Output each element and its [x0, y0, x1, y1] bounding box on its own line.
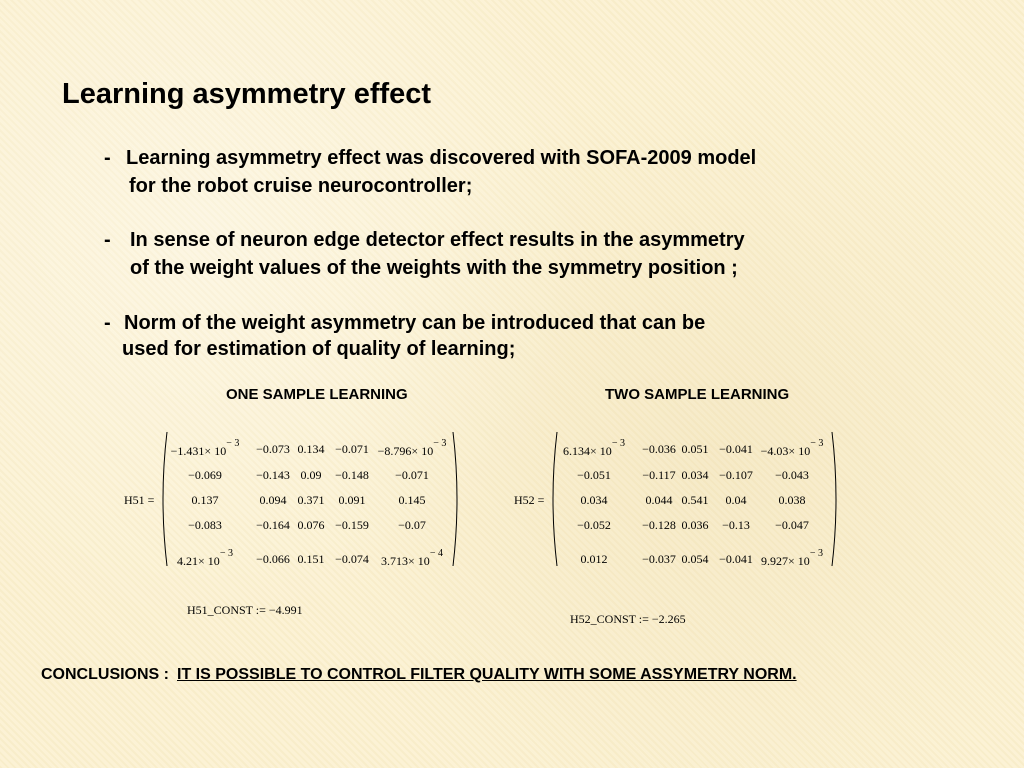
h52-cell-value: −4.03× 10 [760, 444, 811, 458]
h52-cell [642, 518, 676, 533]
h52-cell [682, 442, 709, 457]
h52-cell-value: −0.128 [642, 518, 676, 532]
h52-cell [682, 518, 709, 533]
h51-cell-value: 0.091 [338, 493, 366, 507]
h52-cell-exponent: − 3 [809, 548, 823, 559]
h51-cell [256, 552, 290, 567]
h51-cell-value: 0.145 [398, 493, 426, 507]
conclusion-text: IT IS POSSIBLE TO CONTROL FILTER QUALITY WITH SOME ASSYMETRY NORM. [177, 666, 797, 683]
h52-cell [719, 468, 753, 483]
h51-cell-value: 0.076 [297, 518, 325, 532]
h51-cell [256, 442, 290, 457]
h51-cell [170, 438, 240, 459]
h51-cell-value: 0.151 [297, 552, 325, 566]
h52-cell [719, 552, 753, 567]
bullet-1-line-2: for the robot cruise neurocontroller; [129, 175, 473, 197]
h51-cell-value: 0.134 [297, 442, 325, 456]
bullet-1-line-1: Learning asymmetry effect was discovered with SOFA-2009 model [126, 147, 757, 169]
h52-cell [722, 518, 750, 533]
h51-cell-value: 0.094 [259, 493, 287, 507]
h51-cell-value: −0.083 [188, 518, 222, 532]
bullet-2-line-1: In sense of neuron edge detector effect results in the asymmetry [130, 229, 745, 251]
h51-cell [188, 518, 222, 533]
h52-cell [581, 552, 608, 567]
one-sample-caption: ONE SAMPLE LEARNING [226, 386, 408, 403]
h52-cell-value: −0.047 [775, 518, 809, 532]
h51-cell-value: −1.431× 10 [170, 444, 227, 458]
h52-cell-value: 0.051 [681, 442, 709, 456]
h51-cell-value: −0.07 [398, 518, 426, 532]
h51-cell-value: −0.069 [188, 468, 222, 482]
h51-cell-value: 0.137 [191, 493, 219, 507]
h51-cell-value: −0.143 [256, 468, 290, 482]
h51-cell [381, 548, 443, 569]
h51-cell-exponent: − 3 [226, 438, 240, 449]
bullet-dash: - [104, 229, 111, 251]
h51-cell [298, 442, 325, 457]
h52-cell-value: −0.036 [642, 442, 676, 456]
h52-cell [775, 518, 809, 533]
slide-title: Learning asymmetry effect [62, 78, 432, 110]
h52-cell-value: −0.117 [642, 468, 676, 482]
h52-cell-value: 0.054 [681, 552, 709, 566]
h52-cell-value: 0.034 [681, 468, 709, 482]
h52-cell [719, 442, 753, 457]
h51-label: H51 = [124, 493, 155, 507]
h51-cell-value: 4.21× 10 [177, 554, 220, 568]
h52-cell-value: 0.04 [725, 493, 747, 507]
h52-label: H52 = [514, 493, 545, 507]
bullet-3-line-1: Norm of the weight asymmetry can be introduced that can be [124, 312, 706, 334]
h51-cell [256, 518, 290, 533]
h51-cell [399, 493, 426, 508]
h52-cell-value: 0.541 [681, 493, 709, 507]
h51-cell-exponent: − 3 [433, 438, 447, 449]
h52-cell [581, 493, 608, 508]
h51-cell-exponent: − 3 [219, 548, 233, 559]
h51-cell-value: 3.713× 10 [381, 554, 430, 568]
h52-cell [682, 552, 709, 567]
h52-cell [761, 548, 823, 569]
h52-cell [577, 518, 611, 533]
h51-cell [339, 493, 366, 508]
h51-cell [188, 468, 222, 483]
h52-cell-value: 0.038 [778, 493, 806, 507]
h51-cell-value: 0.371 [297, 493, 325, 507]
h51-cell [260, 493, 287, 508]
h51-cell [298, 518, 325, 533]
h52-cell [779, 493, 806, 508]
h51-cell-exponent: − 4 [429, 548, 443, 559]
h51-cell [192, 493, 219, 508]
h52-cell-value: −0.13 [722, 518, 750, 532]
h51-cell-value: −0.148 [335, 468, 369, 482]
h51-right-bracket [451, 430, 463, 568]
conclusion-prefix: CONCLUSIONS : [41, 666, 169, 683]
h52-cell [642, 468, 675, 483]
h52-cell [563, 438, 625, 459]
h52-cell [642, 552, 676, 567]
h52-cell [760, 438, 824, 459]
h51-cell-value: −0.159 [335, 518, 369, 532]
h52-cell-value: −0.041 [719, 552, 753, 566]
h51-cell [177, 548, 233, 569]
h51-cell [256, 468, 290, 483]
h51-cell-value: −0.071 [395, 468, 429, 482]
h52-cell-value: 0.034 [580, 493, 608, 507]
h52-cell-value: 6.134× 10 [563, 444, 612, 458]
h51-cell [298, 493, 325, 508]
bullet-dash: - [104, 312, 111, 334]
h52-cell-value: −0.052 [577, 518, 611, 532]
h52-cell [646, 493, 673, 508]
h51-cell [335, 552, 369, 567]
h52-cell [775, 468, 809, 483]
h52-cell-value: −0.041 [719, 442, 753, 456]
h52-cell-value: −0.037 [642, 552, 676, 566]
h52-cell-value: 0.036 [681, 518, 709, 532]
h52-cell-exponent: − 3 [810, 438, 824, 449]
h51-cell-value: −0.073 [256, 442, 290, 456]
h52-cell-value: 0.044 [645, 493, 673, 507]
bullet-2-line-2: of the weight values of the weights with the symmetry position ; [130, 257, 738, 279]
h52-cell [682, 468, 709, 483]
bullet-3-line-2: used for estimation of quality of learning; [122, 338, 516, 360]
h52-left-bracket [547, 430, 559, 568]
h51-cell-value: −8.796× 10 [377, 444, 434, 458]
h51-left-bracket [157, 430, 169, 568]
h51-cell-value: −0.164 [256, 518, 290, 532]
h51-cell [335, 518, 369, 533]
h51-cell [377, 438, 447, 459]
h51-const: H51_CONST := −4.991 [187, 603, 303, 617]
h52-cell-value: 0.012 [580, 552, 608, 566]
conclusion [41, 666, 797, 684]
h51-cell [395, 468, 429, 483]
h52-const: H52_CONST := −2.265 [570, 612, 686, 626]
h52-cell-value: −0.043 [775, 468, 809, 482]
h51-cell-value: −0.071 [335, 442, 369, 456]
h51-cell [301, 468, 322, 483]
h52-cell-exponent: − 3 [611, 438, 625, 449]
bullet-dash: - [104, 147, 111, 169]
h52-cell-value: 9.927× 10 [761, 554, 810, 568]
h52-cell [682, 493, 709, 508]
h51-cell-value: −0.074 [335, 552, 369, 566]
h52-cell [577, 468, 611, 483]
two-sample-caption: TWO SAMPLE LEARNING [605, 386, 790, 403]
h51-cell-value: 0.09 [300, 468, 322, 482]
h51-cell [398, 518, 426, 533]
h52-cell-value: −0.107 [719, 468, 753, 482]
h52-cell [642, 442, 676, 457]
h51-cell-value: −0.066 [256, 552, 290, 566]
h52-right-bracket [830, 430, 842, 568]
h52-cell-value: −0.051 [577, 468, 611, 482]
h51-cell [298, 552, 325, 567]
h51-cell [335, 468, 369, 483]
h52-cell [726, 493, 747, 508]
h51-cell [335, 442, 369, 457]
